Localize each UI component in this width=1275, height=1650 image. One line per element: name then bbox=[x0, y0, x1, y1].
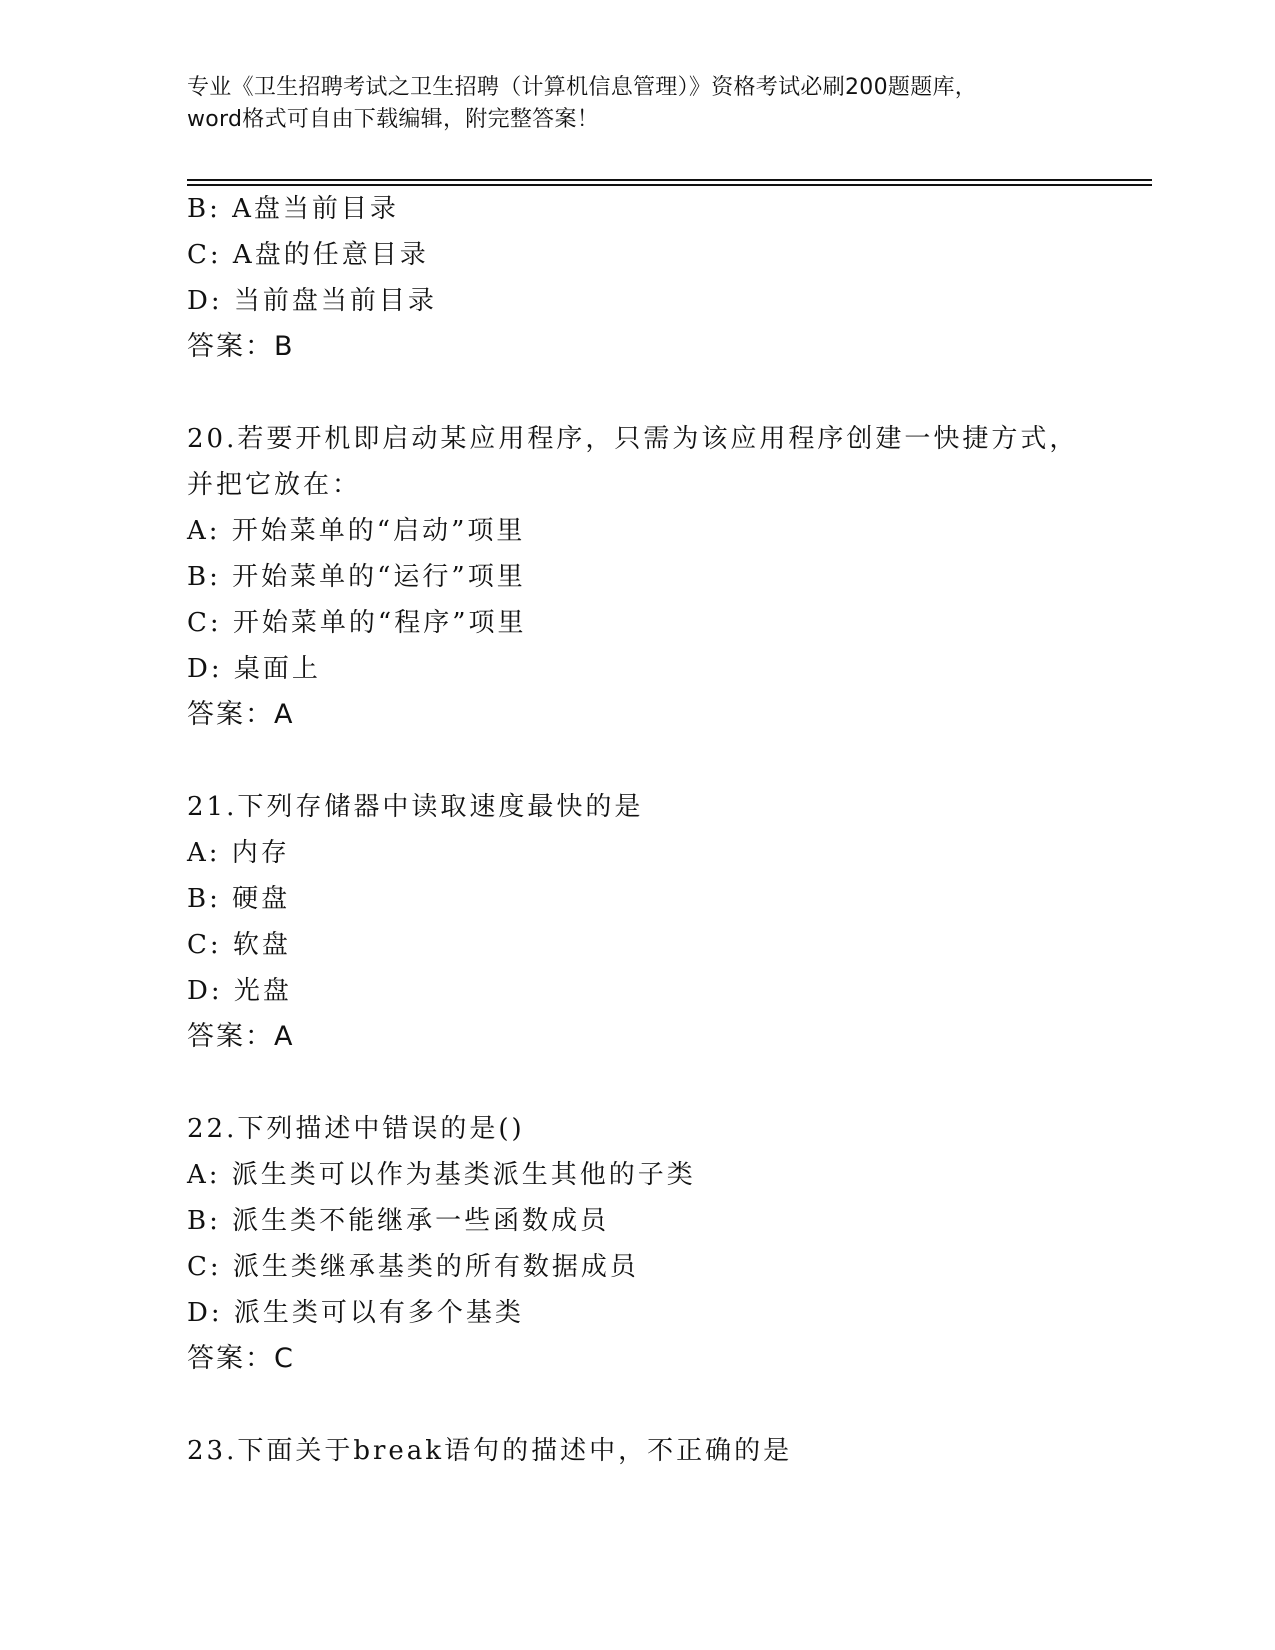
answer-text: 答案：B bbox=[187, 331, 295, 362]
question-21 bbox=[187, 784, 1147, 1060]
option-a: A: 内存 bbox=[187, 838, 290, 868]
spacer bbox=[187, 738, 1147, 784]
option-a: A: 开始菜单的“启动”项里 bbox=[187, 516, 526, 546]
question-text-line-2: 并把它放在： bbox=[187, 470, 362, 500]
question-text: 23.下面关于break语句的描述中，不正确的是 bbox=[187, 1436, 793, 1466]
option-c: C: 派生类继承基类的所有数据成员 bbox=[187, 1252, 639, 1282]
header-line-1: 专业《卫生招聘考试之卫生招聘（计算机信息管理）》资格考试必刷200题题库， bbox=[187, 75, 978, 100]
option-b: B: 开始菜单的“运行”项里 bbox=[187, 562, 526, 592]
header-divider-top bbox=[187, 179, 1152, 181]
spacer bbox=[187, 1382, 1147, 1428]
question-23 bbox=[187, 1428, 1147, 1474]
option-a: A: 派生类可以作为基类派生其他的子类 bbox=[187, 1160, 696, 1190]
spacer bbox=[187, 1060, 1147, 1106]
option-c: C: 软盘 bbox=[187, 930, 291, 960]
question-22 bbox=[187, 1106, 1147, 1382]
option-d: D: 桌面上 bbox=[187, 654, 321, 684]
question-text-line-1: 20.若要开机即启动某应用程序，只需为该应用程序创建一快捷方式， bbox=[187, 424, 1079, 454]
answer-text: 答案：A bbox=[187, 699, 295, 730]
question-text: 22.下列描述中错误的是() bbox=[187, 1114, 525, 1144]
option-b: B: 硬盘 bbox=[187, 884, 291, 914]
option-c: C: 开始菜单的“程序”项里 bbox=[187, 608, 527, 638]
option-d: D: 派生类可以有多个基类 bbox=[187, 1298, 524, 1328]
header-line-2: word格式可自由下载编辑，附完整答案！ bbox=[187, 107, 600, 132]
question-20 bbox=[187, 416, 1147, 738]
question-19 bbox=[187, 186, 1147, 370]
question-list bbox=[187, 186, 1147, 1474]
option-d: D: 当前盘当前目录 bbox=[187, 286, 437, 316]
answer-text: 答案：A bbox=[187, 1021, 295, 1052]
spacer bbox=[187, 370, 1147, 416]
option-b: B: 派生类不能继承一些函数成员 bbox=[187, 1206, 610, 1236]
option-b: B: A盘当前目录 bbox=[187, 194, 399, 224]
option-c: C: A盘的任意目录 bbox=[187, 240, 429, 270]
document-header bbox=[187, 72, 1087, 136]
question-text: 21.下列存储器中读取速度最快的是 bbox=[187, 792, 644, 822]
option-d: D: 光盘 bbox=[187, 976, 292, 1006]
answer-text: 答案：C bbox=[187, 1343, 295, 1374]
